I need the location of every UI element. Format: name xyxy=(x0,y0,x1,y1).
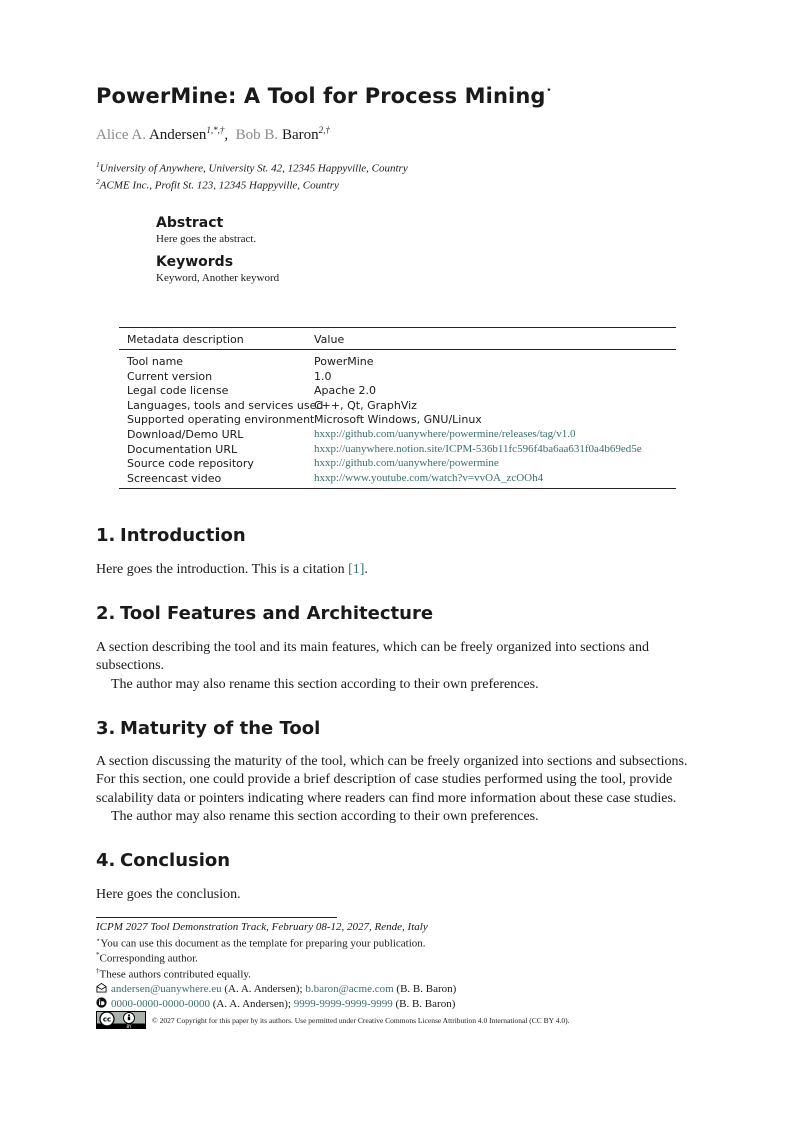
table-cell-link[interactable]: hxxp://uanywhere.notion.site/ICPM-536b11fc596f4ba6aa631f0a4b69ed5e xyxy=(314,442,642,455)
section-number: 4. xyxy=(96,850,116,871)
paragraph: Here goes the conclusion. xyxy=(96,887,241,902)
affiliation-number: 1 xyxy=(96,160,100,169)
section-title: Maturity of the Tool xyxy=(120,718,321,739)
orcid-footnote xyxy=(96,997,455,1010)
table-cell-link[interactable]: hxxp://www.youtube.com/watch?v=vvOA_zcOOh4 xyxy=(314,471,544,484)
affiliation-number: 2 xyxy=(96,177,100,186)
footnote-mark: * xyxy=(96,951,100,959)
email-link[interactable]: andersen@uanywhere.eu xyxy=(111,983,222,995)
paper-title-text: PowerMine: A Tool for Process Mining xyxy=(96,84,546,108)
table-cell-desc: Tool name xyxy=(127,355,184,368)
author-affiliation-mark: 1,*,† xyxy=(206,125,225,135)
keywords-text: Keyword, Another keyword xyxy=(156,272,280,284)
paragraph: The author may also rename this section according to their own preferences. xyxy=(111,677,539,692)
by-badge-text: BY xyxy=(126,1024,132,1029)
license-text: © 2027 Copyright for this paper by its authors. Use permitted under Creative Commons License Attribution 4.0 International (CC BY 4.0). xyxy=(152,1015,570,1025)
title-footnote-mark: ⋆ xyxy=(545,83,553,96)
citation-link[interactable]: [1] xyxy=(348,562,365,577)
table-cell-value: Microsoft Windows, GNU/Linux xyxy=(314,413,482,427)
envelope-icon xyxy=(96,982,107,993)
table-bottom-rule xyxy=(119,488,676,489)
table-cell-desc: Supported operating environment xyxy=(127,413,315,427)
cc-badge-text: cc xyxy=(102,1015,112,1024)
orcid-owner: (B. B. Baron) xyxy=(395,998,456,1010)
section-title: Tool Features and Architecture xyxy=(120,603,434,624)
paragraph: A section describing the tool and its main features, which can be freely organized into sections and subsections. xyxy=(96,640,649,674)
footnote xyxy=(96,936,426,950)
table-header-rule xyxy=(119,349,676,350)
footnote-text: These authors contributed equally. xyxy=(99,968,251,981)
footnote xyxy=(96,967,251,981)
paper-title xyxy=(96,84,553,108)
table-cell-link[interactable]: hxxp://github.com/uanywhere/powermine/releases/tag/v1.0 xyxy=(314,428,576,440)
paragraph: A section discussing the maturity of the tool, which can be freely organized into sections and subsections. For this section, one could provide a brief description of case studies performed using the tool, provide scalability data or pointers indicating where readers can find more information about these case studies. xyxy=(96,754,688,806)
table-cell-desc: Documentation URL xyxy=(127,442,238,456)
section-number: 2. xyxy=(96,603,116,624)
section-title: Introduction xyxy=(120,525,246,546)
footnote-text: You can use this document as the template for preparing your publication. xyxy=(100,937,426,950)
author-given-name: Bob B. xyxy=(235,127,279,143)
footnote-mark: † xyxy=(96,967,100,975)
cc-by-badge xyxy=(96,1011,146,1029)
table-cell-desc: Source code repository xyxy=(127,457,254,471)
section-heading xyxy=(96,718,320,739)
abstract-text: Here goes the abstract. xyxy=(156,233,257,245)
table-header-desc: Metadata description xyxy=(127,333,244,346)
table-cell-value: Apache 2.0 xyxy=(314,384,377,398)
footnote-mark: ⋆ xyxy=(96,936,101,944)
orcid-icon xyxy=(96,997,107,1008)
email-owner: (A. A. Andersen); xyxy=(224,983,303,995)
affiliation-text: ACME Inc., Profit St. 123, 12345 Happyville, Country xyxy=(99,179,339,192)
section-number: 3. xyxy=(96,718,116,739)
table-cell-desc: Languages, tools and services used xyxy=(127,398,324,412)
affiliation xyxy=(96,177,339,192)
email-link[interactable]: b.baron@acme.com xyxy=(305,983,394,995)
paragraph: The author may also rename this section according to their own preferences. xyxy=(111,809,539,824)
orcid-link[interactable]: 0000-0000-0000-0000 xyxy=(111,998,210,1010)
affiliation-text: University of Anywhere, University St. 42, 12345 Happyville, Country xyxy=(99,162,408,175)
author-separator: , xyxy=(224,127,229,143)
intro-text-end: . xyxy=(364,562,368,577)
section-heading xyxy=(96,850,230,871)
table-cell-desc: Download/Demo URL xyxy=(127,428,244,441)
table-header-value: Value xyxy=(314,333,345,346)
author-list xyxy=(96,125,330,144)
section-number: 1. xyxy=(96,525,116,546)
intro-text: Here goes the introduction. This is a citation xyxy=(96,562,349,577)
table-cell-desc: Current version xyxy=(127,369,213,383)
email-footnote xyxy=(96,982,456,995)
footnote-text: Corresponding author. xyxy=(99,952,198,965)
author-family-name: Baron xyxy=(281,127,319,143)
footnote-rule xyxy=(96,917,337,918)
license-line xyxy=(96,1011,569,1029)
author-affiliation-mark: 2,† xyxy=(318,125,330,135)
table-cell-link[interactable]: hxxp://github.com/uanywhere/powermine xyxy=(314,457,499,470)
paragraph xyxy=(96,561,706,579)
keywords-heading: Keywords xyxy=(156,254,234,270)
author-family-name: Andersen xyxy=(148,127,207,143)
orcid-owner: (A. A. Andersen); xyxy=(212,998,291,1010)
venue-footnote: ICPM 2027 Tool Demonstration Track, February 08-12, 2027, Rende, Italy xyxy=(96,921,428,933)
section-heading xyxy=(96,525,246,546)
author-given-name: Alice A. xyxy=(96,127,146,143)
footnote xyxy=(96,951,198,965)
table-cell-value: 1.0 xyxy=(314,369,332,383)
table-top-rule xyxy=(119,327,676,328)
table-cell-desc: Screencast video xyxy=(127,471,222,485)
section-heading xyxy=(96,603,433,624)
section-title: Conclusion xyxy=(120,850,231,871)
table-cell-value: C++, Qt, GraphViz xyxy=(314,398,417,412)
abstract-heading: Abstract xyxy=(156,215,224,231)
email-owner: (B. B. Baron) xyxy=(396,983,457,995)
table-cell-value: PowerMine xyxy=(314,355,374,368)
affiliation xyxy=(96,160,408,175)
table-cell-desc: Legal code license xyxy=(127,384,229,398)
orcid-link[interactable]: 9999-9999-9999-9999 xyxy=(293,998,393,1010)
